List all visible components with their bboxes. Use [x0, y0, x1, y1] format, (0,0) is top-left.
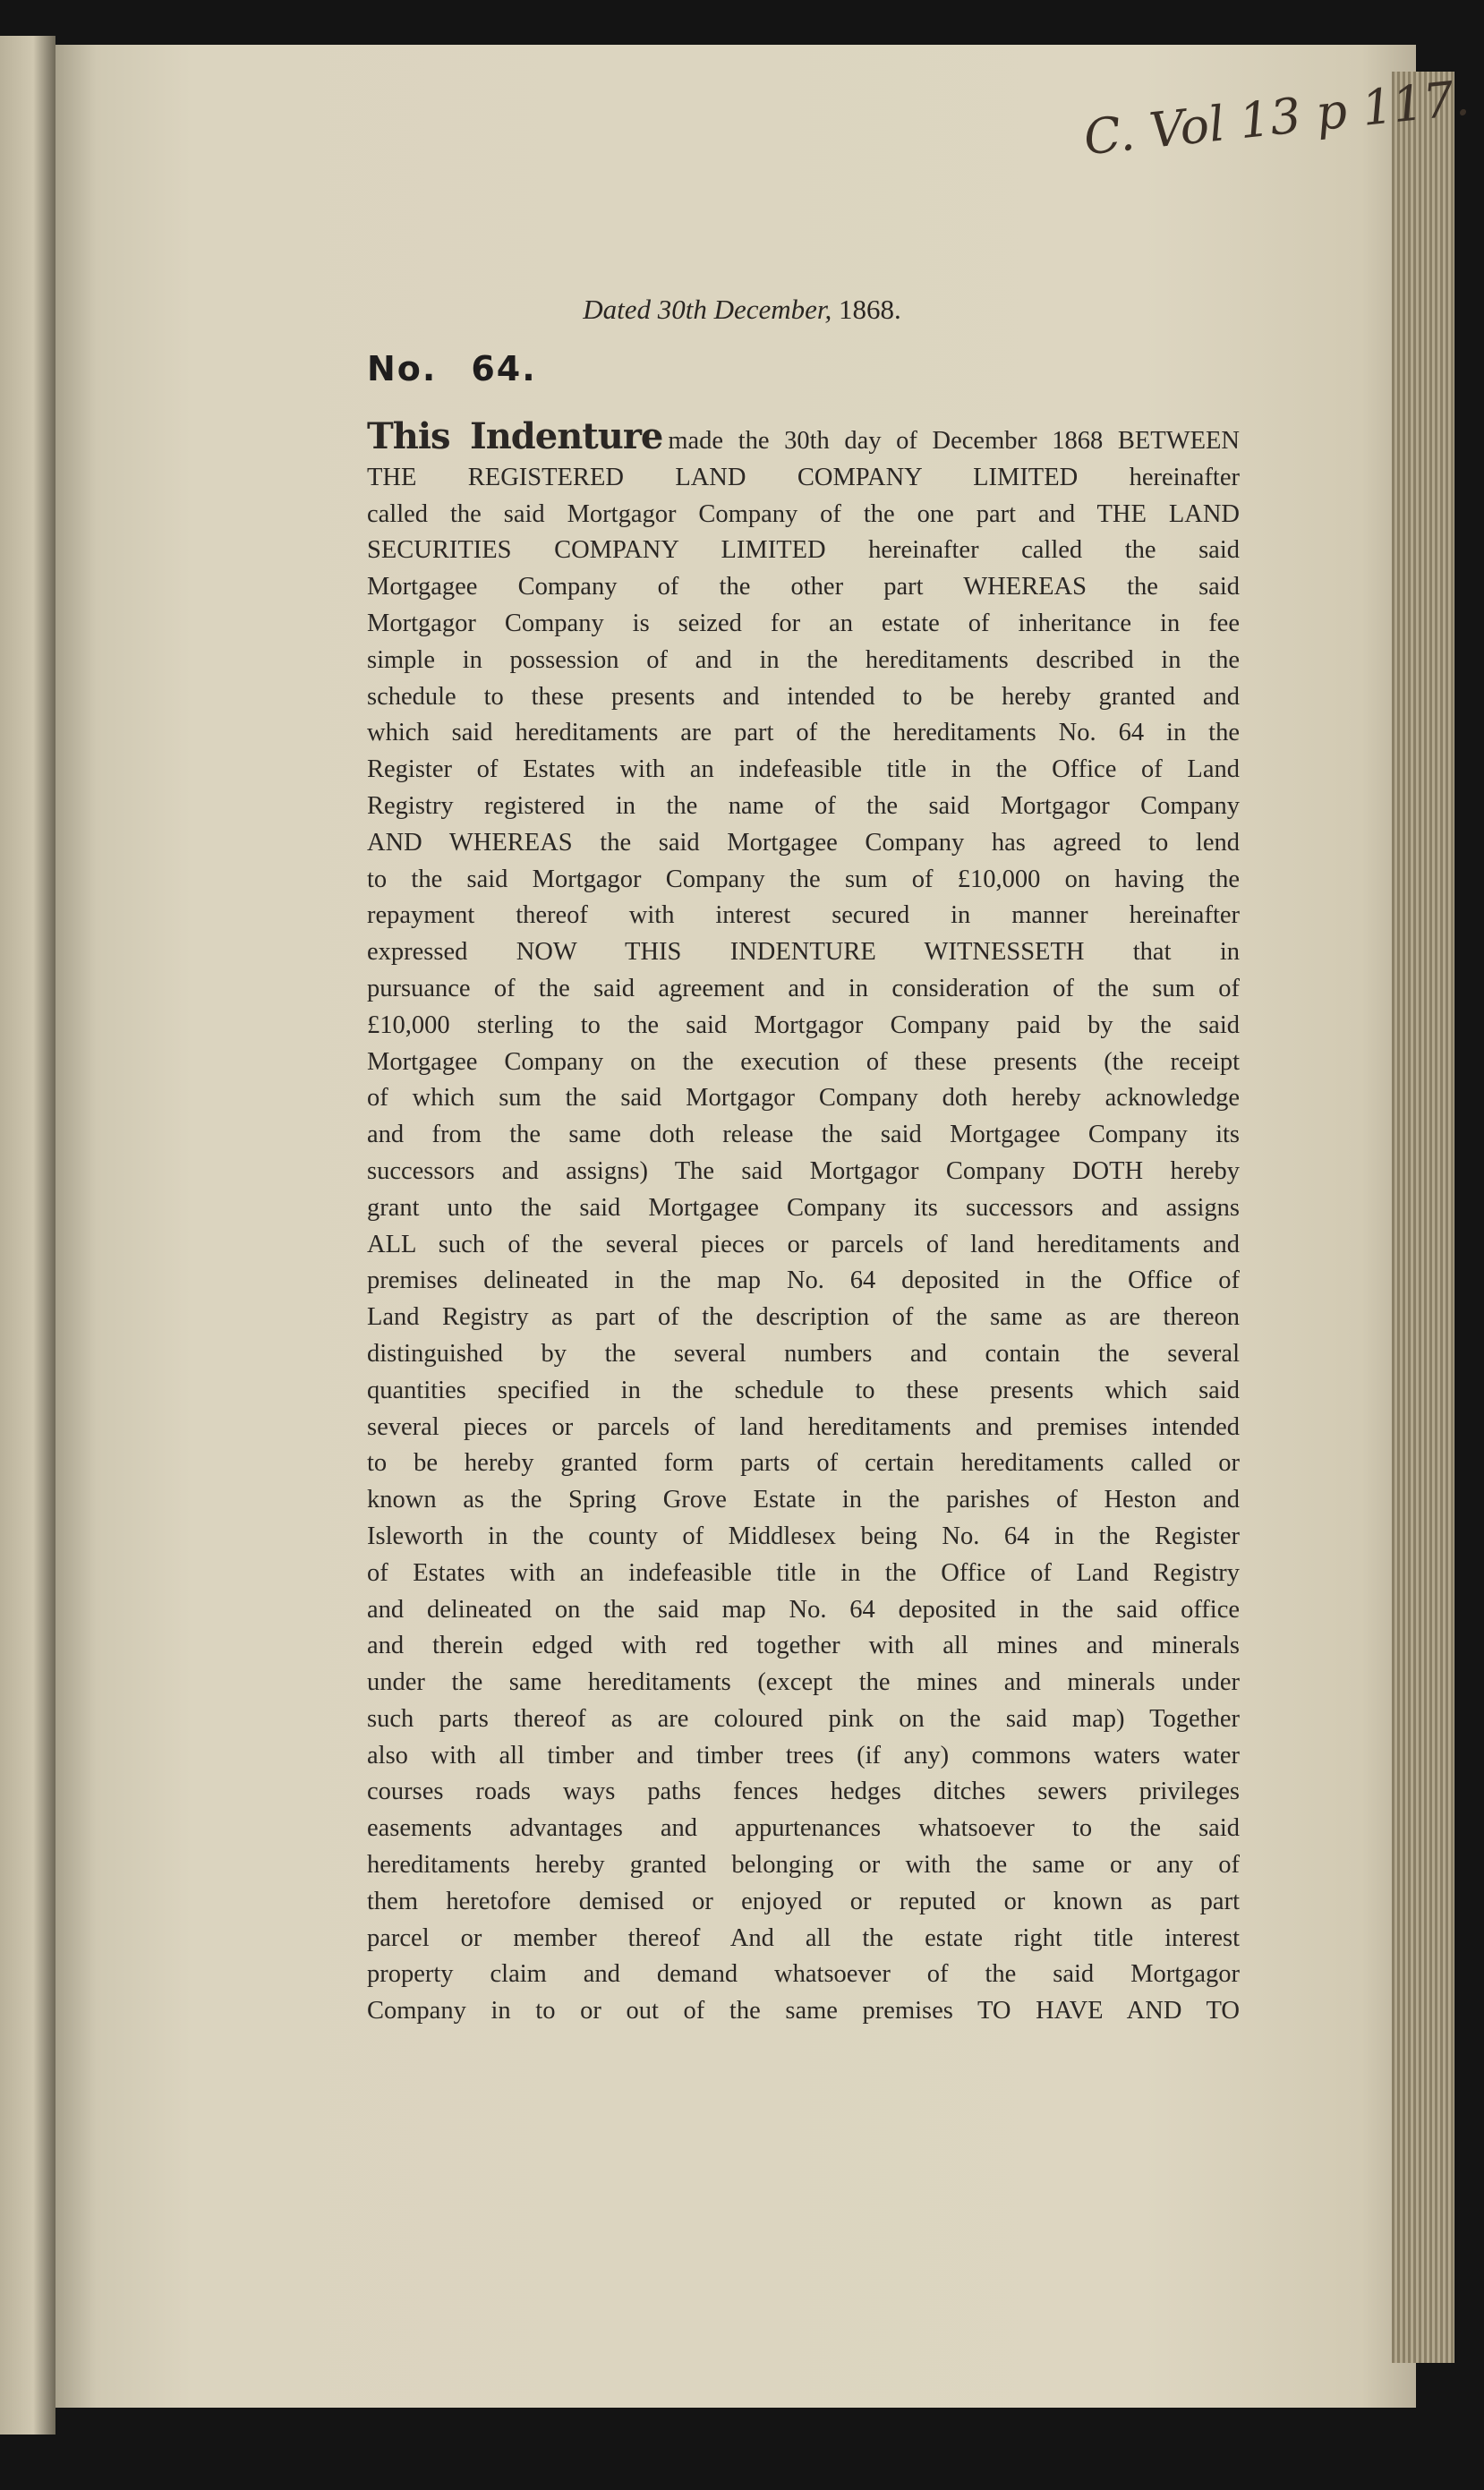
- text-line: simple in possession of and in the hereditaments described in the: [367, 645, 1240, 674]
- text-line: AND WHEREAS the said Mortgagee Company has agreed to lend: [367, 828, 1240, 857]
- text-line: and therein edged with red together with all mines and minerals: [367, 1632, 1240, 1660]
- text-line: £10,000 sterling to the said Mortgagor Company paid by the said: [367, 1010, 1240, 1039]
- text-line: expressed NOW THIS INDENTURE WITNESSETH that in: [367, 938, 1240, 967]
- text-line: to the said Mortgagor Company the sum of £10,000 on having the: [367, 865, 1240, 893]
- text-line: property claim and demand whatsoever of the said Mortgagor: [367, 1960, 1240, 1989]
- text-line: parcel or member thereof And all the estate right title interest: [367, 1923, 1240, 1952]
- opening-words: This Indenture: [367, 415, 663, 457]
- text-line: called the said Mortgagor Company of the one part and THE LAND: [367, 499, 1240, 528]
- text-line: Land Registry as part of the description of the same as are thereon: [367, 1303, 1240, 1332]
- text-line: Register of Estates with an indefeasible title in the Office of Land: [367, 755, 1240, 784]
- text-line: schedule to these presents and intended to be hereby granted and: [367, 682, 1240, 711]
- text-line: also with all timber and timber trees (if any) commons waters water: [367, 1741, 1240, 1769]
- text-line: courses roads ways paths fences hedges ditches sewers privileges: [367, 1778, 1240, 1806]
- text-line: hereditaments hereby granted belonging or with the same or any of: [367, 1851, 1240, 1880]
- text-line: known as the Spring Grove Estate in the parishes of Heston and: [367, 1486, 1240, 1514]
- handwritten-annotation: C. Vol 13 p 117.: [1080, 69, 1472, 166]
- text-line: Mortgagee Company on the execution of these presents (the receipt: [367, 1047, 1240, 1076]
- text-line: distinguished by the several numbers and contain the several: [367, 1339, 1240, 1368]
- date-year: 1868.: [839, 294, 901, 325]
- text-line: quantities specified in the schedule to these presents which said: [367, 1376, 1240, 1404]
- date-text: Dated 30th December,: [583, 294, 832, 325]
- text-line: such parts thereof as are coloured pink on the said map) Together: [367, 1704, 1240, 1733]
- text-line: Registry registered in the name of the said Mortgagor Company: [367, 791, 1240, 820]
- text-line: which said hereditaments are part of the hereditaments No. 64 in the: [367, 719, 1240, 747]
- text-line: several pieces or parcels of land hereditaments and premises intended: [367, 1412, 1240, 1441]
- text-line: easements advantages and appurtenances whatsoever to the said: [367, 1814, 1240, 1843]
- line-text: made the 30th day of December 1868 BETWEEN: [668, 427, 1240, 455]
- deed-body-text: [367, 415, 1240, 2030]
- text-line: SECURITIES COMPANY LIMITED hereinafter called the said: [367, 536, 1240, 565]
- text-line: successors and assigns) The said Mortgagor Company DOTH hereby: [367, 1156, 1240, 1185]
- text-line: [367, 415, 1240, 460]
- text-line: repayment thereof with interest secured in manner hereinafter: [367, 901, 1240, 930]
- text-line: of Estates with an indefeasible title in the Office of Land Registry: [367, 1558, 1240, 1587]
- text-line: ALL such of the several pieces or parcels of land hereditaments and: [367, 1230, 1240, 1258]
- text-line: Isleworth in the county of Middlesex being No. 64 in the Register: [367, 1522, 1240, 1550]
- text-line: them heretofore demised or enjoyed or reputed or known as part: [367, 1887, 1240, 1915]
- document-date: [0, 294, 1484, 326]
- text-line: of which sum the said Mortgagor Company doth hereby acknowledge: [367, 1084, 1240, 1113]
- text-line: Mortgagor Company is seized for an estate of inheritance in fee: [367, 609, 1240, 637]
- text-line: to be hereby granted form parts of certain hereditaments called or: [367, 1449, 1240, 1478]
- book-page-edges: [1392, 72, 1454, 2363]
- text-line: premises delineated in the map No. 64 deposited in the Office of: [367, 1266, 1240, 1295]
- text-line: Company in to or out of the same premises TO HAVE AND TO: [367, 1997, 1240, 2025]
- number-label: No.: [367, 349, 438, 388]
- number-value: 64.: [471, 349, 537, 388]
- text-line: grant unto the said Mortgagee Company its successors and assigns: [367, 1193, 1240, 1222]
- deed-number: [367, 349, 537, 388]
- text-line: under the same hereditaments (except the mines and minerals under: [367, 1668, 1240, 1697]
- text-line: pursuance of the said agreement and in consideration of the sum of: [367, 974, 1240, 1002]
- text-line: Mortgagee Company of the other part WHEREAS the said: [367, 573, 1240, 601]
- text-line: and delineated on the said map No. 64 deposited in the said office: [367, 1595, 1240, 1624]
- text-line: and from the same doth release the said Mortgagee Company its: [367, 1121, 1240, 1149]
- text-line: THE REGISTERED LAND COMPANY LIMITED hereinafter: [367, 463, 1240, 491]
- left-page-edge: [0, 36, 55, 2435]
